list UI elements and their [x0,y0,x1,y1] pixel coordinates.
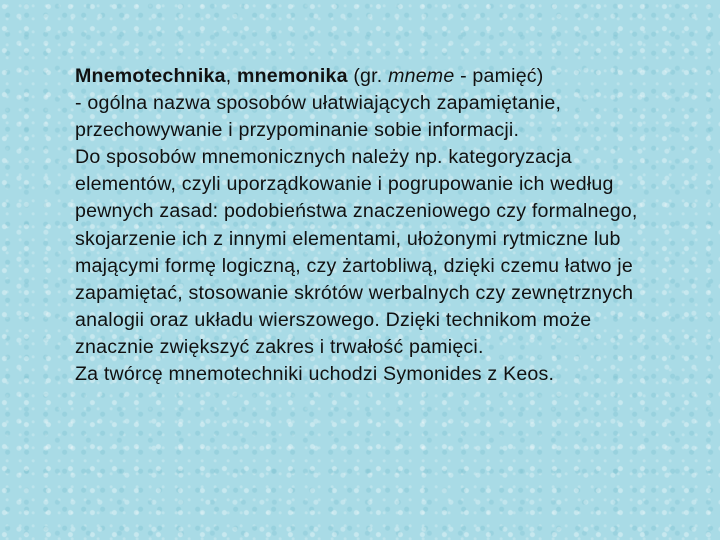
creator-paragraph: Za twórcę mnemotechniki uchodzi Symonides z Keos. [75,363,555,386]
term-separator: , [225,65,237,87]
term-mnemonika: mnemonika [236,65,348,87]
greek-word: mneme [388,65,455,87]
definition-paragraph [75,63,675,144]
etymology-prefix: (gr. [347,65,389,87]
slide-text-body [75,63,675,388]
etymology-suffix: - pamięć) [454,65,544,87]
term-mnemotechnika: Mnemotechnika [75,65,226,87]
methods-paragraph: Do sposobów mnemonicznych należy np. kategoryzacja elementów, czyli uporządkowanie i pogrupowanie ich według pewnych zasad: podobieństwa znaczeniowego czy formalnego, skojarzenie ich z innymi elementami, ułożonymi rytmiczne lub mającymi formę logiczną, czy żartobliwą, dzięki czemu łatwo je zapamiętać, stosowanie skrótów werbalnych czy zewnętrznych analogii oraz układu wierszowego. Dzięki technikom może znacznie zwiększyć zakres i trwałość pamięci. [75,146,638,358]
definition-text: - ogólna nazwa sposobów ułatwiających zapamiętanie, przechowywanie i przypominanie sobie informacji. [75,92,562,142]
